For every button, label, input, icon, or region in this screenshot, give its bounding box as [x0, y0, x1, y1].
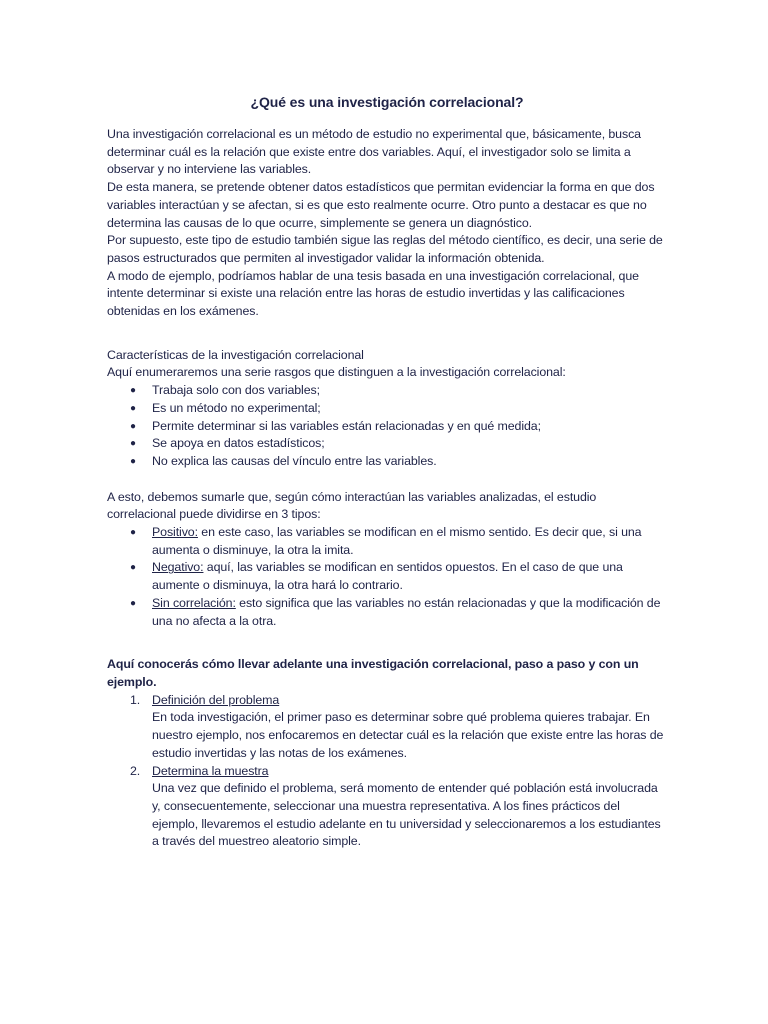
type-term: Negativo: [152, 560, 204, 575]
bullet-icon: ● [130, 597, 136, 609]
type-term: Positivo: [152, 525, 198, 540]
list-item [107, 418, 667, 436]
types-section [107, 489, 667, 631]
list-item-text: Se apoya en datos estadísticos; [152, 436, 325, 451]
types-list [107, 524, 667, 630]
step-number: 1. [130, 692, 141, 707]
step-item [107, 692, 667, 763]
bullet-icon: ● [130, 402, 136, 414]
list-item-text: Trabaja solo con dos variables; [152, 383, 320, 398]
step-item [107, 763, 667, 852]
bullet-icon: ● [130, 527, 136, 539]
intro-paragraph-1: Una investigación correlacional es un método de estudio no experimental que, básicamente, busca determinar cuál es la relación que existe entre dos variables. Aquí, el investigador solo se limita a observar y no interviene las variables. [107, 127, 641, 177]
intro-paragraph-2: De esta manera, se pretende obtener datos estadísticos que permitan evidenciar la forma en que dos variables interactúan y se afectan, si es que esto realmente ocurre. Otro punto a destacar es que no determina las causas de lo que ocurre, simplemente se genera un diagnóstico. [107, 180, 655, 230]
list-item [107, 559, 667, 594]
bullet-icon: ● [130, 455, 136, 467]
list-item [107, 453, 667, 471]
bullet-icon: ● [130, 385, 136, 397]
characteristics-list [107, 382, 667, 471]
bullet-icon: ● [130, 562, 136, 574]
bullet-icon: ● [130, 420, 136, 432]
step-title: Determina la muestra [152, 763, 269, 778]
document-title: ¿Qué es una investigación correlacional? [250, 94, 524, 110]
characteristics-lead: Aquí enumeraremos una serie rasgos que distinguen a la investigación correlacional: [107, 365, 566, 380]
bullet-icon: ● [130, 438, 136, 450]
list-item [107, 435, 667, 453]
list-item [107, 382, 667, 400]
step-text: Una vez que definido el problema, será momento de entender qué población está involucrada y, consecuentemente, seleccionar una muestra representativa. A los fines prácticos del ejemplo, llevaremos el estudio adelante en tu universidad y seleccionaremos a los estudiantes a través del muestreo aleatorio simple. [152, 781, 661, 849]
steps-section [107, 656, 667, 851]
document-page [107, 92, 667, 851]
steps-heading: Aquí conocerás cómo llevar adelante una investigación correlacional, paso a paso y con un ejemplo. [107, 657, 639, 689]
list-item-text: Permite determinar si las variables están relacionadas y en qué medida; [152, 418, 541, 433]
characteristics-heading: Características de la investigación correlacional [107, 347, 364, 362]
intro-paragraph-3: Por supuesto, este tipo de estudio también sigue las reglas del método científico, es decir, una serie de pasos estructurados que permiten al investigador validar la información obtenida. [107, 233, 663, 265]
list-item [107, 595, 667, 630]
list-item-text: Es un método no experimental; [152, 400, 321, 415]
intro-section [107, 126, 667, 321]
type-description: aquí, las variables se modifican en sentidos opuestos. En el caso de que una aumente o disminuya, la otra hará lo contrario. [152, 560, 623, 593]
types-lead: A esto, debemos sumarle que, según cómo interactúan las variables analizadas, el estudio correlacional puede dividirse en 3 tipos: [107, 489, 597, 522]
steps-list [107, 692, 667, 851]
type-description: esto significa que las variables no están relacionadas y que la modificación de una no afecta a la otra. [152, 595, 661, 628]
step-title: Definición del problema [152, 692, 280, 707]
type-description: en este caso, las variables se modifican en el mismo sentido. Es decir que, si una aumenta o disminuye, la otra la imita. [152, 525, 642, 557]
step-text: En toda investigación, el primer paso es determinar sobre qué problema quieres trabajar. En nuestro ejemplo, nos enfocaremos en detectar cuál es la relación que existe entre las horas de estudio invertidas y las notas de los exámenes. [152, 710, 664, 760]
list-item [107, 400, 667, 418]
intro-paragraph-4: A modo de ejemplo, podríamos hablar de una tesis basada en una investigación correlacional, que intente determinar si existe una relación entre las horas de estudio invertidas y las calificaciones obtenidas en los exámenes. [107, 268, 639, 319]
list-item [107, 524, 667, 559]
characteristics-section [107, 347, 667, 471]
type-term: Sin correlación: [152, 595, 236, 610]
step-number: 2. [130, 763, 141, 778]
list-item-text: No explica las causas del vínculo entre las variables. [152, 453, 437, 468]
